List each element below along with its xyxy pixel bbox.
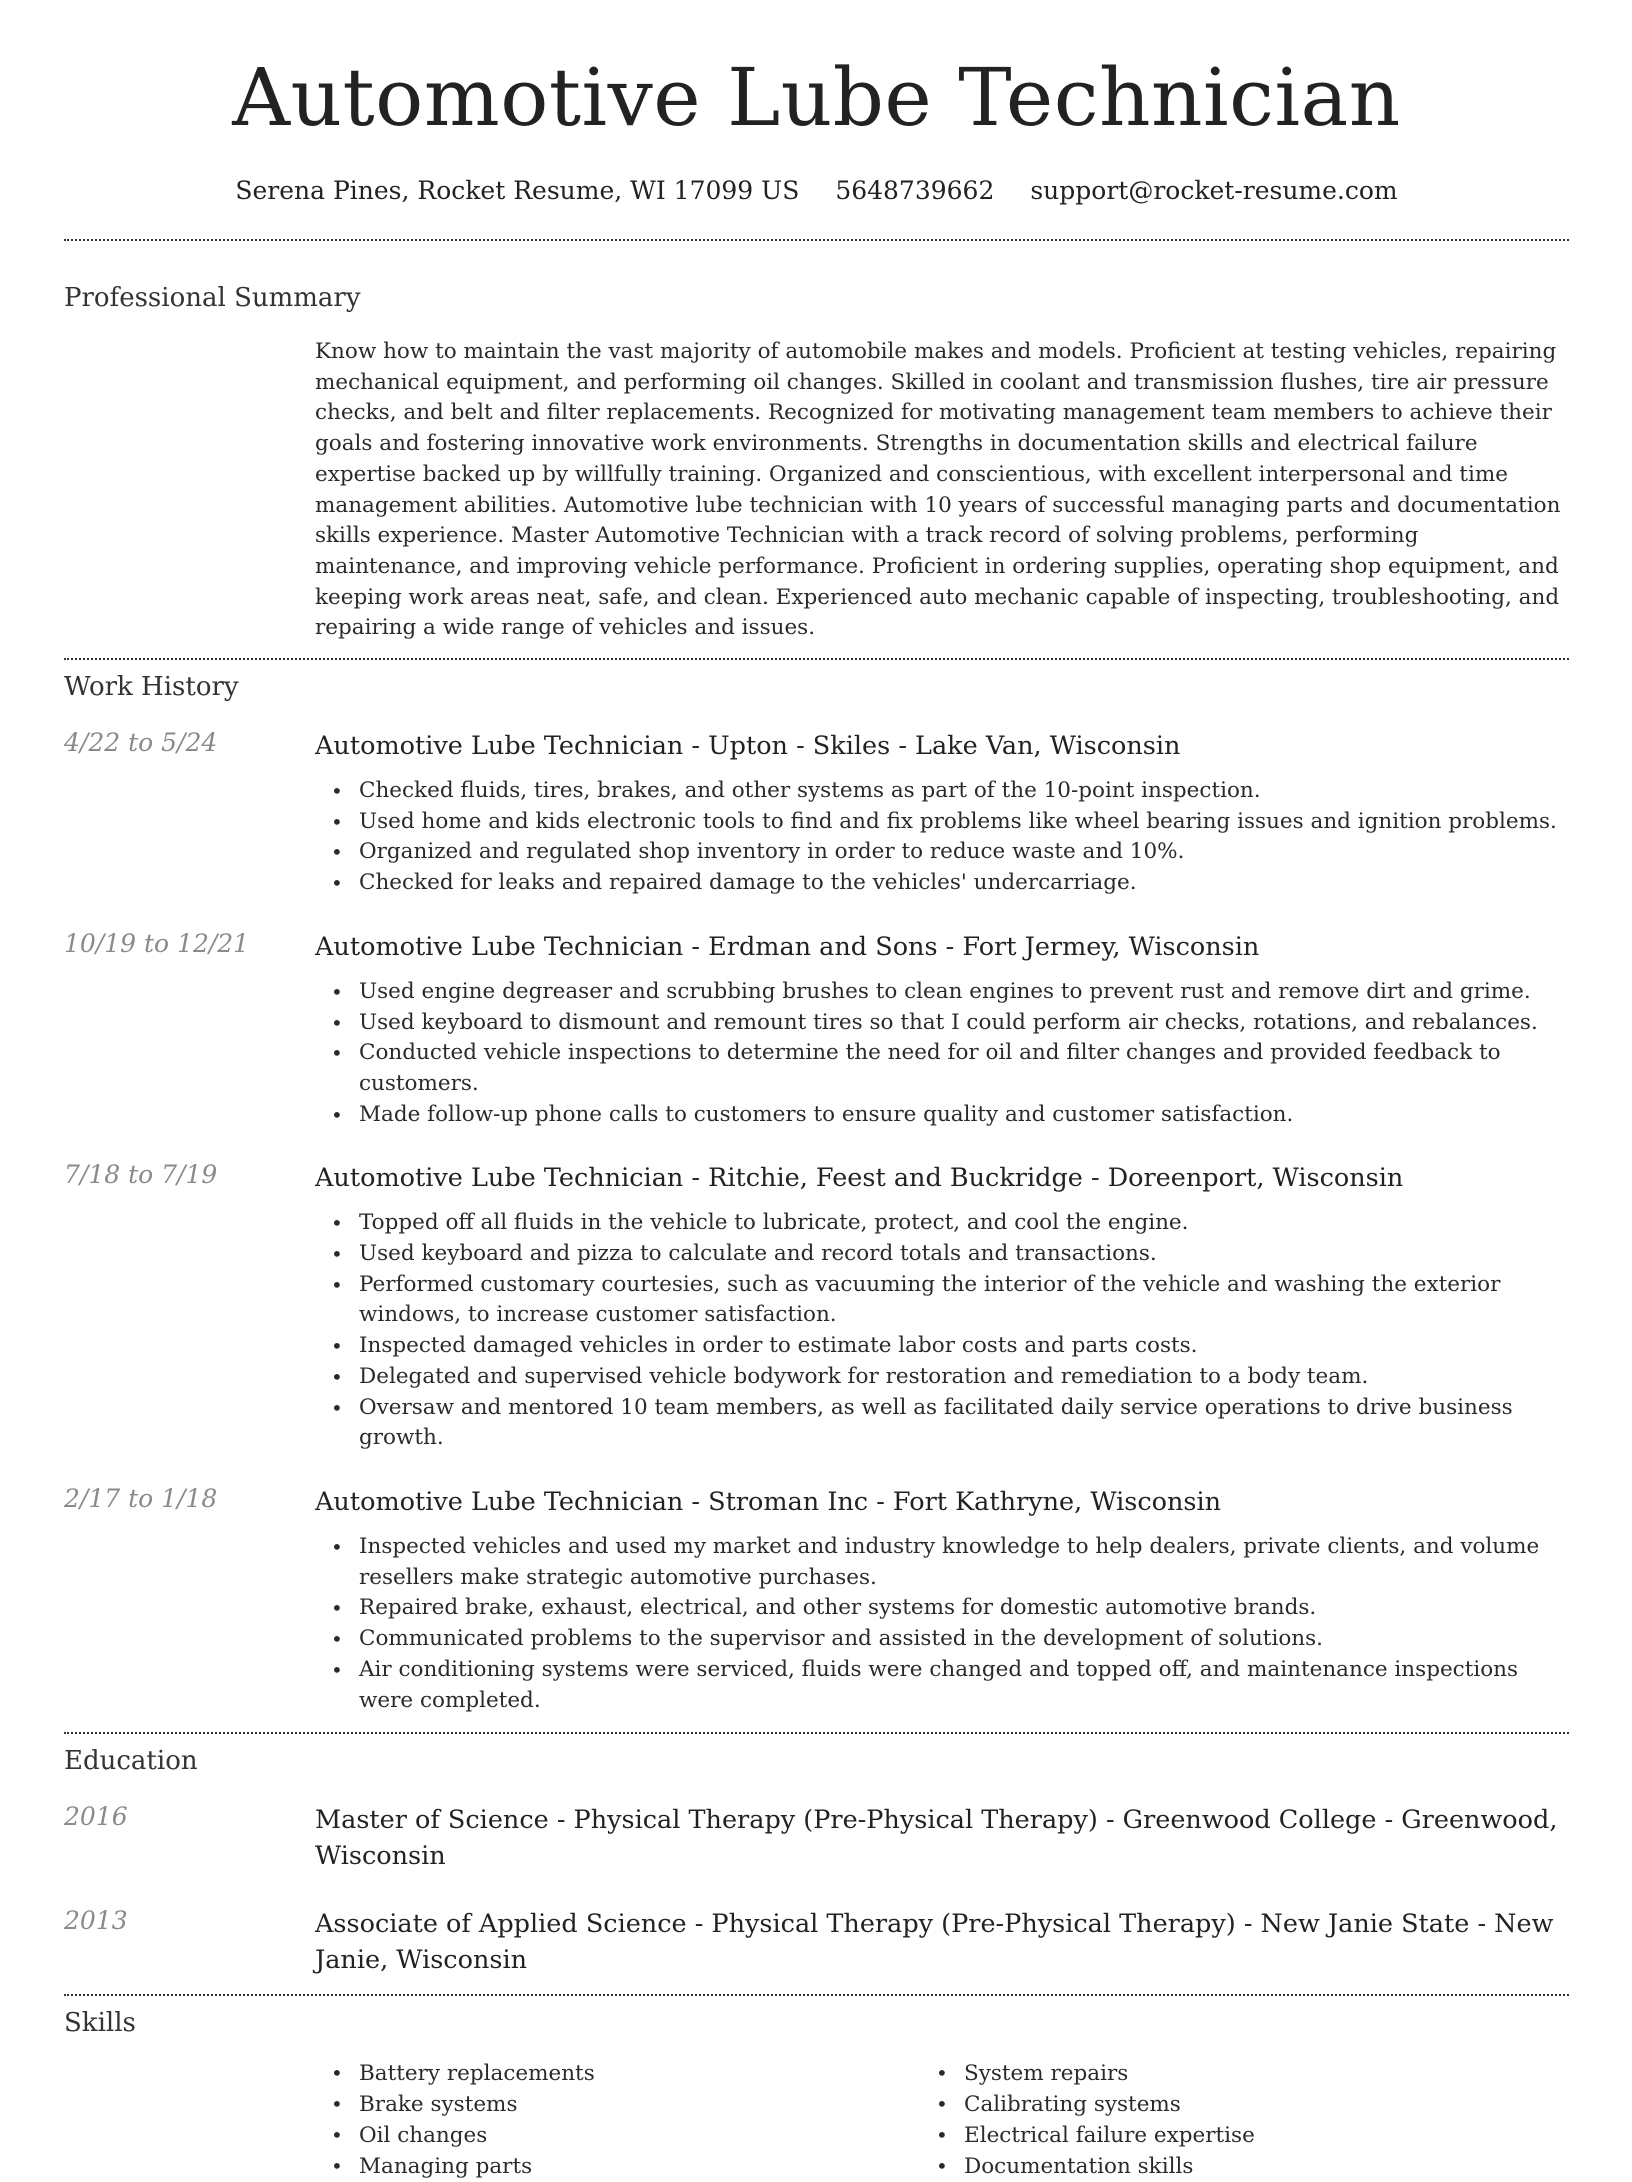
- email: support@rocket-resume.com: [1030, 176, 1398, 205]
- section-heading-work: Work History: [64, 672, 239, 703]
- education-entry: [64, 1802, 1569, 1874]
- job-bullets: [359, 1208, 1569, 1454]
- skill-item: • Managing parts: [359, 2151, 964, 2182]
- job-entry: [64, 728, 1569, 899]
- job-title: Automotive Lube Technician - Erdman and Sons - Fort Jermey, Wisconsin: [315, 931, 1260, 962]
- job-title: Automotive Lube Technician - Upton - Skiles - Lake Van, Wisconsin: [315, 731, 1181, 762]
- job-bullet: • Performed customary courtesies, such as vacuuming the interior of the vehicle and washing the exterior windows, to increase customer satisfaction.: [359, 1270, 1569, 1331]
- job-entry: [64, 1160, 1569, 1454]
- job-bullet: • Communicated problems to the supervisor and assisted in the development of solutions.: [359, 1624, 1569, 1655]
- phone: 5648739662: [835, 176, 995, 205]
- address: Serena Pines, Rocket Resume, WI 17099 US: [235, 176, 800, 205]
- job-entry: [64, 1484, 1569, 1716]
- job-title: Automotive Lube Technician - Stroman Inc - Fort Kathryne, Wisconsin: [315, 1486, 1222, 1517]
- job-bullet: • Used keyboard to dismount and remount tires so that I could perform air checks, rotations, and rebalances.: [359, 1008, 1569, 1039]
- section-heading-summary: Professional Summary: [64, 283, 361, 313]
- divider: [64, 1732, 1569, 1734]
- job-bullet: • Topped off all fluids in the vehicle to lubricate, protect, and cool the engine.: [359, 1208, 1569, 1239]
- skill-item: • Documentation skills: [964, 2151, 1569, 2182]
- job-dates: 4/22 to 5/24: [64, 728, 218, 758]
- job-bullet: • Used keyboard and pizza to calculate and record totals and transactions.: [359, 1239, 1569, 1270]
- summary-text: Know how to maintain the vast majority of automobile makes and models. Proficient at testing vehicles, repairing mechanical equipment, and performing oil changes. Skilled in coolant and transmission flushes, tire air pressure checks, and belt and filter replacements. Recognized for motivating management team members to achieve their goals and fostering innovative work environments. Strengths in documentation skills and electrical failure expertise backed up by willfully training. Organized and conscientious, with excellent interpersonal and time management abilities. Automotive lube technician with 10 years of successful managing parts and documentation skills experience. Master Automotive Technician with a track record of solving problems, performing maintenance, and improving vehicle performance. Proficient in ordering supplies, operating shop equipment, and keeping work areas neat, safe, and clean. Experienced auto mechanic capable of inspecting, troubleshooting, and repairing a wide range of vehicles and issues.: [315, 339, 1561, 641]
- section-heading-education: Education: [64, 1746, 198, 1777]
- education-title: Master of Science - Physical Therapy (Pre-Physical Therapy) - Greenwood College - Greenwood, Wisconsin: [315, 1805, 1558, 1872]
- education-year: 2016: [64, 1802, 128, 1832]
- skill-item: • Calibrating systems: [964, 2089, 1569, 2120]
- job-bullet: • Checked fluids, tires, brakes, and other systems as part of the 10-point inspection.: [359, 776, 1569, 807]
- skill-item: • Brake systems: [359, 2089, 964, 2120]
- job-dates: 2/17 to 1/18: [64, 1483, 218, 1513]
- job-bullet: • Air conditioning systems were serviced, fluids were changed and topped off, and maintenance inspections were completed.: [359, 1655, 1569, 1716]
- skills-columns: [359, 2058, 1569, 2182]
- divider: [64, 658, 1569, 660]
- job-bullet: • Conducted vehicle inspections to determine the need for oil and filter changes and provided feedback to customers.: [359, 1038, 1569, 1099]
- job-dates: 7/18 to 7/19: [64, 1160, 218, 1190]
- skills-left: [359, 2058, 964, 2182]
- skill-item: • Battery replacements: [359, 2058, 964, 2089]
- job-bullet: • Organized and regulated shop inventory in order to reduce waste and 10%.: [359, 837, 1569, 868]
- skills-right: [964, 2058, 1569, 2182]
- section-heading-skills: Skills: [64, 2008, 136, 2039]
- divider: [64, 239, 1569, 241]
- job-bullet: • Delegated and supervised vehicle bodywork for restoration and remediation to a body team.: [359, 1362, 1569, 1393]
- job-bullet: • Used home and kids electronic tools to find and fix problems like wheel bearing issues and ignition problems.: [359, 807, 1569, 838]
- skill-item: • Oil changes: [359, 2120, 964, 2151]
- job-bullet: • Inspected damaged vehicles in order to estimate labor costs and parts costs.: [359, 1331, 1569, 1362]
- job-dates: 10/19 to 12/21: [64, 928, 250, 958]
- job-bullets: [359, 977, 1569, 1131]
- education-entry: [64, 1906, 1569, 1978]
- job-bullet: • Used engine degreaser and scrubbing brushes to clean engines to prevent rust and remove dirt and grime.: [359, 977, 1569, 1008]
- job-entry: [64, 929, 1569, 1131]
- contact-line: [64, 176, 1569, 205]
- job-bullet: • Checked for leaks and repaired damage to the vehicles' undercarriage.: [359, 868, 1569, 899]
- job-bullet: • Inspected vehicles and used my market and industry knowledge to help dealers, private clients, and volume resellers make strategic automotive purchases.: [359, 1532, 1569, 1593]
- job-bullets: [359, 1532, 1569, 1716]
- divider: [64, 1994, 1569, 1996]
- education-year: 2013: [64, 1906, 128, 1936]
- skill-item: • System repairs: [964, 2058, 1569, 2089]
- education-title: Associate of Applied Science - Physical Therapy (Pre-Physical Therapy) - New Janie State - New Janie, Wisconsin: [315, 1909, 1554, 1976]
- job-bullet: • Repaired brake, exhaust, electrical, and other systems for domestic automotive brands.: [359, 1593, 1569, 1624]
- skill-item: • Electrical failure expertise: [964, 2120, 1569, 2151]
- job-title: Automotive Lube Technician - Ritchie, Feest and Buckridge - Doreenport, Wisconsin: [315, 1163, 1404, 1194]
- job-bullet: • Made follow-up phone calls to customers to ensure quality and customer satisfaction.: [359, 1100, 1569, 1131]
- resume-title: Automotive Lube Technician: [232, 51, 1401, 144]
- job-bullet: • Oversaw and mentored 10 team members, as well as facilitated daily service operations to drive business growth.: [359, 1393, 1569, 1454]
- job-bullets: [359, 776, 1569, 899]
- resume-page: [64, 0, 1569, 2182]
